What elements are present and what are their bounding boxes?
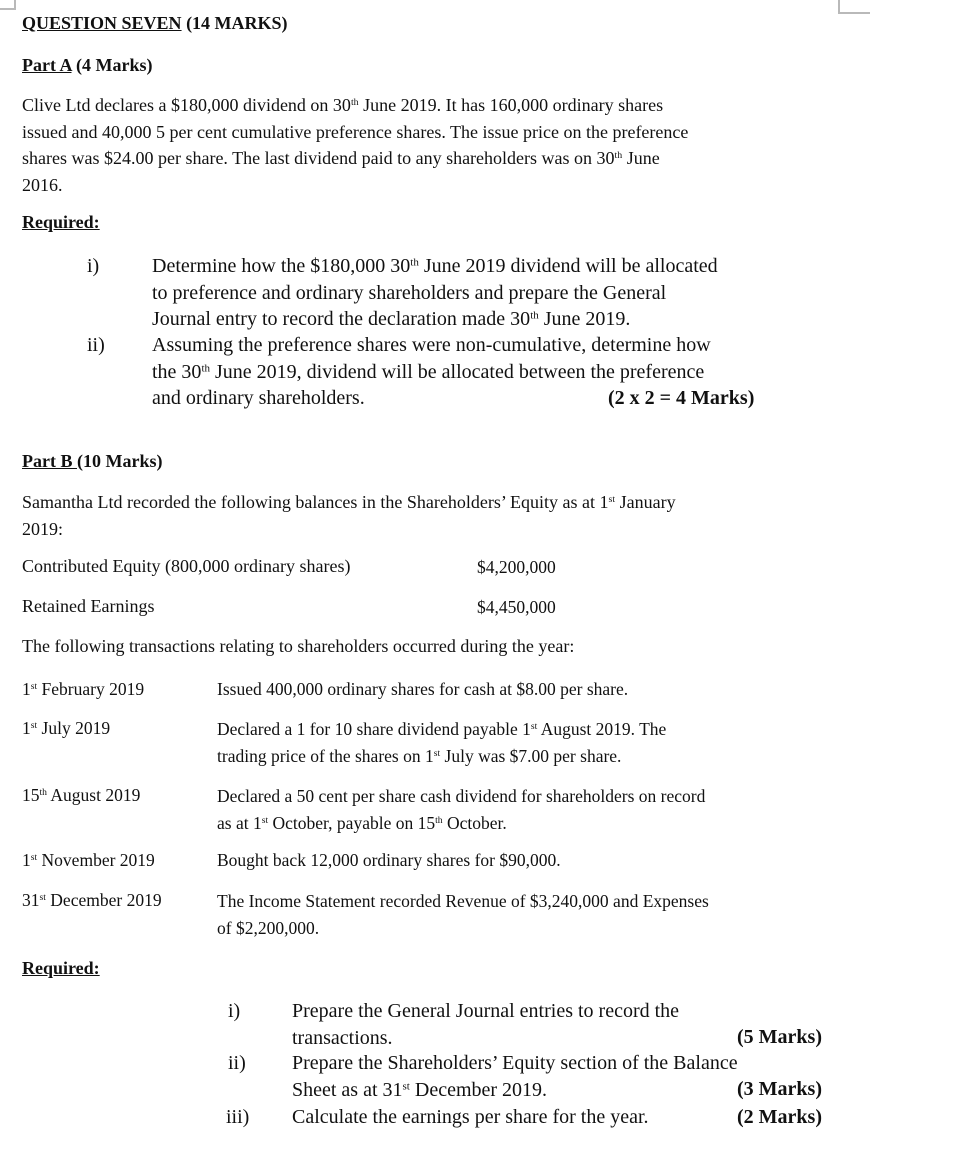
question-title-text: QUESTION SEVEN [22, 13, 182, 33]
transaction-date: 15th August 2019 [22, 785, 141, 805]
transaction-text: The Income Statement recorded Revenue of $3,240,000 and Expenses of $2,200,000. [217, 891, 709, 938]
part-a-line-4: 2016. [22, 174, 63, 195]
part-b-required-heading: Required: [22, 958, 100, 978]
part-a-line-1: Clive Ltd declares a $180,000 dividend on 30th June 2019. It has 160,000 ordinary shares [22, 95, 664, 115]
transaction-date: 1st February 2019 [22, 679, 145, 699]
part-b-req-1-marks: (5 Marks) [737, 1026, 822, 1048]
part-b-req-2-text: Prepare the Shareholders’ Equity section of the Balance Sheet as at 31st December 2019. [292, 1052, 738, 1101]
transaction-date: 31st December 2019 [22, 890, 162, 910]
question-title [22, 13, 288, 34]
part-b-intro: Samantha Ltd recorded the following balances in the Shareholders’ Equity as at 1st January 2019: [22, 492, 676, 539]
part-b-req-3-number: iii) [226, 1106, 250, 1128]
part-b-req-2-marks: (3 Marks) [737, 1078, 822, 1100]
balance-label-contributed-equity: Contributed Equity (800,000 ordinary shares) [22, 556, 351, 576]
transactions-intro: The following transactions relating to shareholders occurred during the year: [22, 636, 575, 656]
part-b-req-3-marks: (2 Marks) [737, 1106, 822, 1128]
question-marks: (14 MARKS) [181, 13, 288, 33]
transaction-date: 1st July 2019 [22, 718, 111, 738]
part-a-title: Part A [22, 55, 72, 75]
part-a-req-2-number: ii) [87, 334, 105, 356]
balance-label-retained-earnings: Retained Earnings [22, 596, 155, 616]
part-a-heading [22, 55, 152, 76]
transaction-date: 1st November 2019 [22, 850, 155, 870]
part-a-required-heading: Required: [22, 212, 100, 232]
part-b-req-2-number: ii) [228, 1052, 246, 1074]
transaction-text: Declared a 50 cent per share cash dividend for shareholders on record as at 1st October, payable on 15th October. [217, 786, 706, 833]
part-a-req-1-text: Determine how the $180,000 30th June 2019 dividend will be allocated to preference and ordinary shareholders and prepare the General Journal entry to record the declaration made 30th June 2019. [152, 255, 718, 330]
transaction-text: Bought back 12,000 ordinary shares for $90,000. [217, 850, 561, 870]
part-a-marks: (4 Marks) [71, 55, 153, 75]
part-a-paragraph [22, 92, 688, 198]
part-a-line-2: issued and 40,000 5 per cent cumulative preference shares. The issue price on the preference [22, 121, 689, 142]
balance-value-contributed-equity: $4,200,000 [477, 557, 556, 577]
part-b-heading [22, 451, 162, 472]
part-a-req-1-number: i) [87, 255, 100, 277]
page-corner-mark-right [838, 0, 870, 14]
balance-value-retained-earnings: $4,450,000 [477, 597, 556, 617]
page-corner-mark-left [0, 0, 16, 10]
part-a-req-2-marks: (2 x 2 = 4 Marks) [608, 387, 755, 409]
part-b-req-3-text: Calculate the earnings per share for the year. [292, 1106, 649, 1128]
part-b-req-1-number: i) [228, 1000, 241, 1022]
transaction-text: Issued 400,000 ordinary shares for cash at $8.00 per share. [217, 679, 629, 699]
part-a-req-2-text: Assuming the preference shares were non-cumulative, determine how the 30th June 2019, dividend will be allocated between the preference and ordinary shareholders. [152, 334, 711, 409]
part-b-marks: (10 Marks) [76, 451, 163, 471]
part-b-title: Part B [22, 451, 77, 471]
part-a-line-3: shares was $24.00 per share. The last dividend paid to any shareholders was on 30th June [22, 148, 660, 168]
part-b-req-1-text: Prepare the General Journal entries to record the transactions. [292, 1000, 680, 1049]
transaction-text: Declared a 1 for 10 share dividend payable 1st August 2019. The trading price of the shares on 1st July was $7.00 per share. [217, 719, 667, 766]
